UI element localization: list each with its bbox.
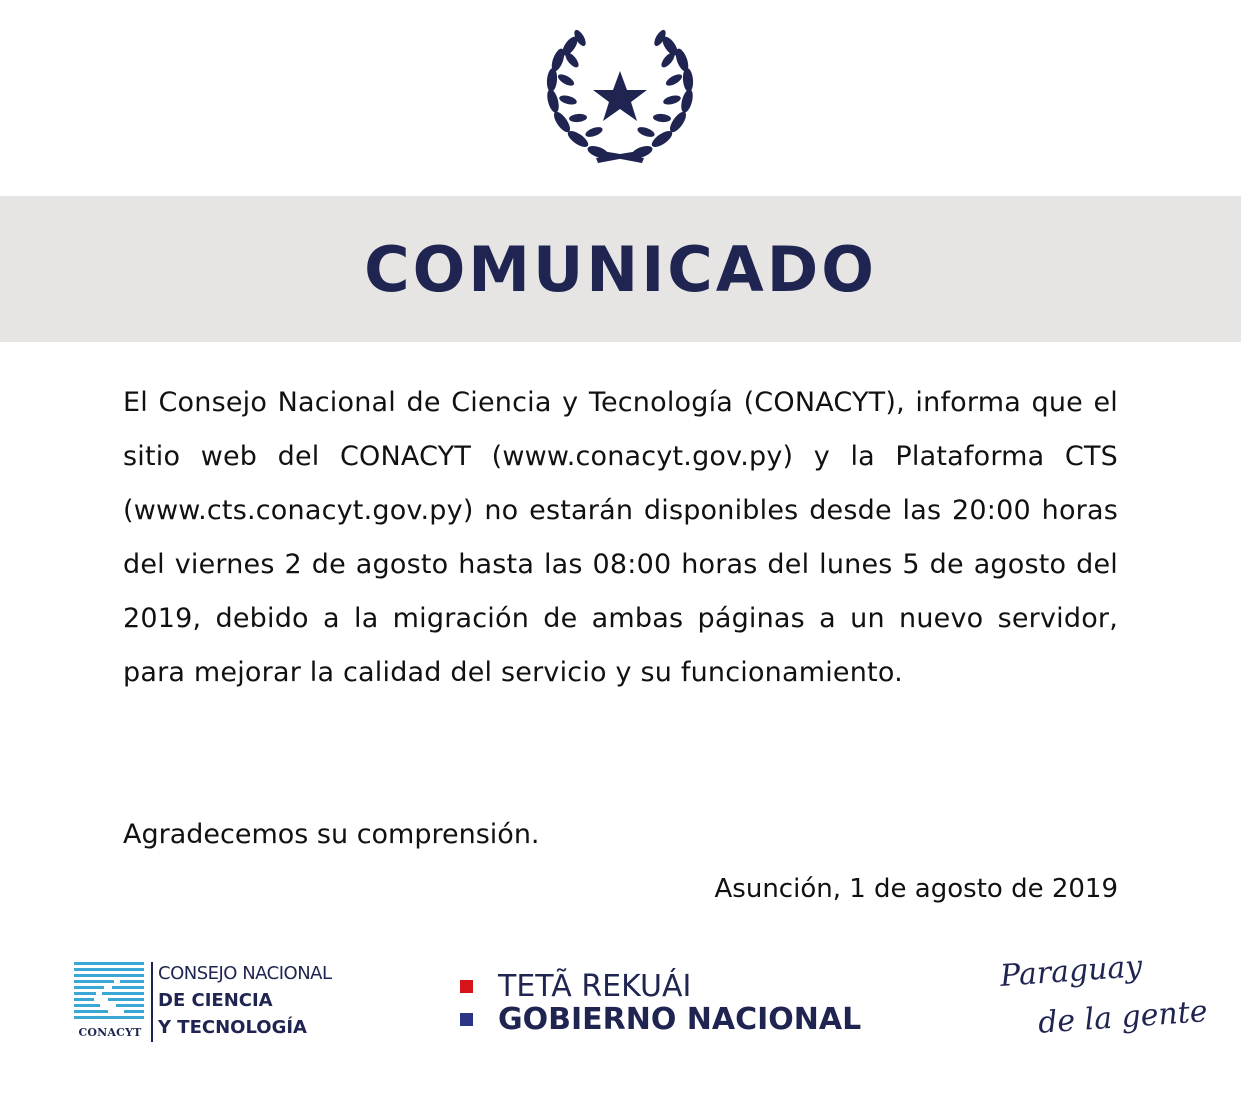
government-line-2: GOBIERNO NACIONAL [498, 1002, 862, 1037]
title-banner [0, 196, 1241, 342]
paraguay-slogan-logo [998, 949, 1209, 1052]
slogan-line-1: Paraguay [998, 949, 1144, 994]
notice-paragraph: El Consejo Nacional de Ciencia y Tecnología (CONACYT), informa que el sitio web del CONACYT (www.conacyt.gov.py) y la Plataforma CTS (www.cts.conacyt.gov.py) no estarán disponibles desde las 20:00 horas del viernes 2 de agosto hasta las 08:00 horas del lunes 5 de agosto del 2019, debido a la migración de ambas páginas a un nuevo servidor, para mejorar la calidad del servicio y su funcionamiento. [123, 387, 1118, 688]
government-line-1: TETÃ REKUÁI [498, 969, 692, 1004]
conacyt-line-2: DE CIENCIA [158, 990, 273, 1011]
conacyt-logo [72, 960, 372, 1044]
place-date: Asunción, 1 de agosto de 2019 [714, 874, 1118, 904]
slogan-line-2: de la gente [1036, 994, 1209, 1041]
conacyt-line-3: Y TECNOLOGÍA [158, 1017, 307, 1038]
wreath-star-seal-icon [540, 26, 700, 168]
flag-blue-square [1210, 128, 1241, 164]
blue-square-icon [460, 1013, 473, 1026]
government-logo [460, 970, 861, 1036]
thanks-line: Agradecemos su comprensión. [123, 819, 540, 850]
red-square-icon [460, 980, 473, 993]
conacyt-acronym: CONACYT [78, 1026, 142, 1039]
flag-red-square [1210, 52, 1241, 88]
divider [151, 962, 153, 1042]
conacyt-line-1: CONSEJO NACIONAL [158, 963, 332, 984]
page-title: COMUNICADO [364, 232, 877, 306]
notice-body [123, 376, 1118, 700]
